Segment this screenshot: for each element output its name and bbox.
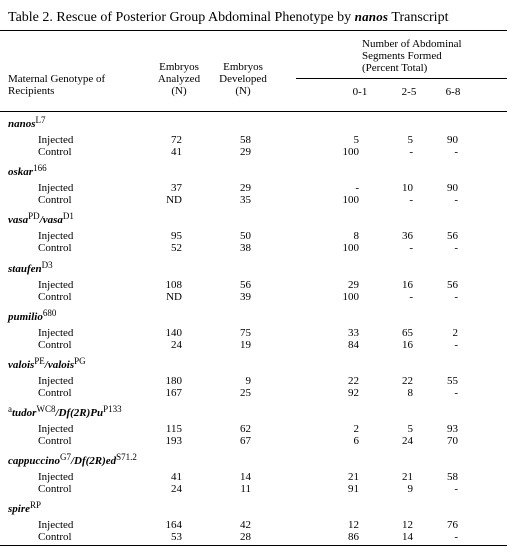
cell-developed: 11 bbox=[240, 483, 251, 495]
cell-developed: 29 bbox=[240, 182, 251, 194]
row-label: Injected bbox=[38, 423, 74, 435]
cell-bin-0-1: 29 bbox=[348, 279, 359, 291]
cell-developed: 19 bbox=[240, 339, 251, 351]
cell-bin-2-5: 5 bbox=[407, 423, 413, 435]
genotype-allele-1: vasa bbox=[8, 214, 29, 226]
cell-bin-2-5: 21 bbox=[402, 471, 413, 483]
cell-developed: 39 bbox=[240, 291, 251, 303]
cell-developed: 58 bbox=[240, 134, 251, 146]
cell-bin-2-5: 14 bbox=[402, 531, 413, 543]
genotype-superscript-2: S71.2 bbox=[116, 452, 137, 462]
cell-bin-0-1: 5 bbox=[353, 134, 359, 146]
row-label: Control bbox=[38, 435, 72, 447]
bottom-rule bbox=[0, 545, 507, 546]
cell-bin-6-8: - bbox=[454, 242, 458, 254]
cell-developed: 25 bbox=[240, 387, 251, 399]
title-gene: nanos bbox=[354, 9, 389, 24]
header-bin-6-8: 6-8 bbox=[445, 86, 461, 98]
cell-developed: 56 bbox=[240, 279, 251, 291]
row-label: Control bbox=[38, 242, 72, 254]
cell-analyzed: 115 bbox=[165, 423, 182, 435]
cell-bin-0-1: 22 bbox=[348, 375, 359, 387]
genotype-label bbox=[8, 308, 57, 323]
top-rule bbox=[0, 30, 507, 31]
cell-analyzed: 72 bbox=[171, 134, 182, 146]
cell-bin-6-8: 76 bbox=[447, 519, 458, 531]
row-label: Control bbox=[38, 194, 72, 206]
genotype-label bbox=[8, 115, 46, 130]
genotype-allele-2: /vasa bbox=[39, 214, 63, 226]
cell-analyzed: 193 bbox=[165, 435, 182, 447]
header-segments-line1: Number of Abdominal bbox=[362, 38, 462, 50]
header-developed-line3: (N) bbox=[235, 85, 251, 97]
cell-analyzed: 167 bbox=[165, 387, 182, 399]
cell-developed: 42 bbox=[240, 519, 251, 531]
cell-bin-2-5: - bbox=[409, 194, 413, 206]
cell-bin-6-8: 70 bbox=[447, 435, 458, 447]
cell-bin-2-5: 16 bbox=[402, 339, 413, 351]
row-label: Injected bbox=[38, 375, 74, 387]
cell-bin-2-5: - bbox=[409, 146, 413, 158]
cell-analyzed: 52 bbox=[171, 242, 182, 254]
genotype-superscript-1: 680 bbox=[42, 308, 57, 318]
genotype-allele-2: /Df(2R)ed bbox=[70, 455, 117, 467]
header-bin-2-5: 2-5 bbox=[401, 86, 417, 98]
header-bin-0-1: 0-1 bbox=[352, 86, 368, 98]
header-segments-line3: (Percent Total) bbox=[362, 62, 428, 74]
genotype-allele-1: staufen bbox=[8, 263, 42, 275]
cell-bin-2-5: 8 bbox=[407, 387, 413, 399]
cell-bin-2-5: 36 bbox=[402, 230, 413, 242]
genotype-superscript-1: L7 bbox=[35, 115, 46, 125]
genotype-label bbox=[8, 260, 53, 275]
cell-bin-0-1: 92 bbox=[348, 387, 359, 399]
genotype-allele-1: cappuccino bbox=[8, 455, 60, 467]
cell-analyzed: ND bbox=[166, 291, 182, 303]
cell-bin-2-5: 22 bbox=[402, 375, 413, 387]
cell-bin-0-1: 100 bbox=[342, 146, 359, 158]
genotype-superscript-1: RP bbox=[30, 500, 42, 510]
cell-developed: 62 bbox=[240, 423, 251, 435]
cell-bin-6-8: - bbox=[454, 339, 458, 351]
cell-bin-6-8: 90 bbox=[447, 182, 458, 194]
row-label: Control bbox=[38, 339, 72, 351]
cell-bin-6-8: - bbox=[454, 194, 458, 206]
cell-analyzed: 95 bbox=[171, 230, 182, 242]
cell-bin-0-1: 86 bbox=[348, 531, 359, 543]
row-label: Injected bbox=[38, 182, 74, 194]
cell-bin-0-1: 33 bbox=[348, 327, 359, 339]
cell-bin-2-5: 5 bbox=[407, 134, 413, 146]
genotype-allele-1: tudor bbox=[12, 407, 37, 419]
cell-bin-0-1: 100 bbox=[342, 194, 359, 206]
cell-developed: 67 bbox=[240, 435, 251, 447]
cell-bin-6-8: - bbox=[454, 483, 458, 495]
header-analyzed-line2: Analyzed bbox=[157, 73, 201, 85]
header-genotype-line2: Recipients bbox=[8, 85, 55, 97]
cell-analyzed: 24 bbox=[171, 483, 182, 495]
genotype-label bbox=[8, 404, 122, 419]
cell-analyzed: 37 bbox=[171, 182, 182, 194]
genotype-superscript-1: D3 bbox=[41, 260, 53, 270]
row-label: Control bbox=[38, 531, 72, 543]
genotype-allele-1: nanos bbox=[8, 118, 36, 130]
cell-bin-6-8: - bbox=[454, 531, 458, 543]
segments-subrule bbox=[296, 78, 507, 79]
cell-developed: 35 bbox=[240, 194, 251, 206]
cell-developed: 75 bbox=[240, 327, 251, 339]
cell-bin-6-8: 93 bbox=[447, 423, 458, 435]
cell-bin-0-1: 8 bbox=[353, 230, 359, 242]
cell-analyzed: ND bbox=[166, 194, 182, 206]
cell-bin-0-1: 12 bbox=[348, 519, 359, 531]
cell-developed: 38 bbox=[240, 242, 251, 254]
cell-bin-6-8: - bbox=[454, 387, 458, 399]
cell-analyzed: 164 bbox=[165, 519, 182, 531]
cell-bin-6-8: 58 bbox=[447, 471, 458, 483]
genotype-label bbox=[8, 452, 137, 467]
cell-analyzed: 180 bbox=[165, 375, 182, 387]
genotype-superscript-2: P133 bbox=[103, 404, 122, 414]
row-label: Injected bbox=[38, 279, 74, 291]
header-developed-line2: Developed bbox=[219, 73, 267, 85]
cell-analyzed: 53 bbox=[171, 531, 182, 543]
cell-developed: 14 bbox=[240, 471, 251, 483]
cell-bin-6-8: 56 bbox=[447, 279, 458, 291]
cell-bin-0-1: 91 bbox=[348, 483, 359, 495]
cell-bin-0-1: 21 bbox=[348, 471, 359, 483]
genotype-label bbox=[8, 500, 42, 515]
genotype-allele-2: /valois bbox=[44, 359, 75, 371]
cell-analyzed: 140 bbox=[165, 327, 182, 339]
row-label: Injected bbox=[38, 327, 74, 339]
title-suffix: Transcript bbox=[388, 10, 449, 25]
row-label: Control bbox=[38, 483, 72, 495]
row-label: Injected bbox=[38, 230, 74, 242]
header-genotype-line1: Maternal Genotype of bbox=[8, 73, 106, 85]
cell-analyzed: 41 bbox=[171, 471, 182, 483]
cell-bin-2-5: - bbox=[409, 242, 413, 254]
cell-analyzed: 24 bbox=[171, 339, 182, 351]
header-segments-line2: Segments Formed bbox=[362, 50, 442, 62]
cell-developed: 28 bbox=[240, 531, 251, 543]
cell-bin-2-5: 65 bbox=[402, 327, 413, 339]
cell-bin-0-1: 100 bbox=[342, 291, 359, 303]
genotype-superscript-2: D1 bbox=[62, 211, 74, 221]
genotype-label bbox=[8, 163, 47, 178]
cell-bin-2-5: 9 bbox=[407, 483, 413, 495]
genotype-allele-2: /Df(2R)Pu bbox=[55, 407, 104, 419]
cell-bin-6-8: - bbox=[454, 146, 458, 158]
cell-analyzed: 41 bbox=[171, 146, 182, 158]
row-label: Control bbox=[38, 387, 72, 399]
cell-bin-2-5: 24 bbox=[402, 435, 413, 447]
genotype-superscript-2: PG bbox=[74, 356, 86, 366]
title-prefix: Table 2. Rescue of Posterior Group Abdominal Phenotype by bbox=[8, 10, 355, 25]
genotype-label bbox=[8, 211, 74, 226]
genotype-allele-1: spire bbox=[8, 503, 30, 515]
cell-bin-0-1: 6 bbox=[353, 435, 359, 447]
cell-bin-2-5: - bbox=[409, 291, 413, 303]
cell-bin-6-8: - bbox=[454, 291, 458, 303]
genotype-label bbox=[8, 356, 86, 371]
genotype-superscript-1: G7 bbox=[59, 452, 71, 462]
header-analyzed-line1: Embryos bbox=[159, 61, 199, 73]
cell-developed: 9 bbox=[245, 375, 251, 387]
genotype-allele-1: pumilio bbox=[8, 311, 43, 323]
row-label: Injected bbox=[38, 519, 74, 531]
genotype-superscript-1: 166 bbox=[33, 163, 47, 173]
cell-bin-0-1: 100 bbox=[342, 242, 359, 254]
cell-bin-2-5: 10 bbox=[402, 182, 413, 194]
cell-bin-6-8: 90 bbox=[447, 134, 458, 146]
header-rule bbox=[0, 111, 507, 112]
cell-bin-6-8: 55 bbox=[447, 375, 458, 387]
cell-bin-6-8: 2 bbox=[452, 327, 458, 339]
cell-bin-0-1: 2 bbox=[353, 423, 359, 435]
row-label: Injected bbox=[38, 471, 74, 483]
genotype-superscript-1: PD bbox=[28, 211, 40, 221]
genotype-allele-1: oskar bbox=[8, 166, 34, 178]
cell-analyzed: 108 bbox=[165, 279, 182, 291]
cell-bin-6-8: 56 bbox=[447, 230, 458, 242]
table-title bbox=[8, 9, 448, 26]
header-developed-line1: Embryos bbox=[223, 61, 263, 73]
genotype-prefix: a bbox=[8, 404, 12, 414]
genotype-superscript-1: PE bbox=[34, 356, 45, 366]
cell-developed: 50 bbox=[240, 230, 251, 242]
header-analyzed-line3: (N) bbox=[171, 85, 187, 97]
row-label: Control bbox=[38, 291, 72, 303]
cell-bin-2-5: 16 bbox=[402, 279, 413, 291]
row-label: Control bbox=[38, 146, 72, 158]
cell-bin-0-1: - bbox=[355, 182, 359, 194]
cell-developed: 29 bbox=[240, 146, 251, 158]
genotype-superscript-1: WC8 bbox=[36, 404, 56, 414]
cell-bin-2-5: 12 bbox=[402, 519, 413, 531]
genotype-allele-1: valois bbox=[8, 359, 35, 371]
row-label: Injected bbox=[38, 134, 74, 146]
cell-bin-0-1: 84 bbox=[348, 339, 359, 351]
